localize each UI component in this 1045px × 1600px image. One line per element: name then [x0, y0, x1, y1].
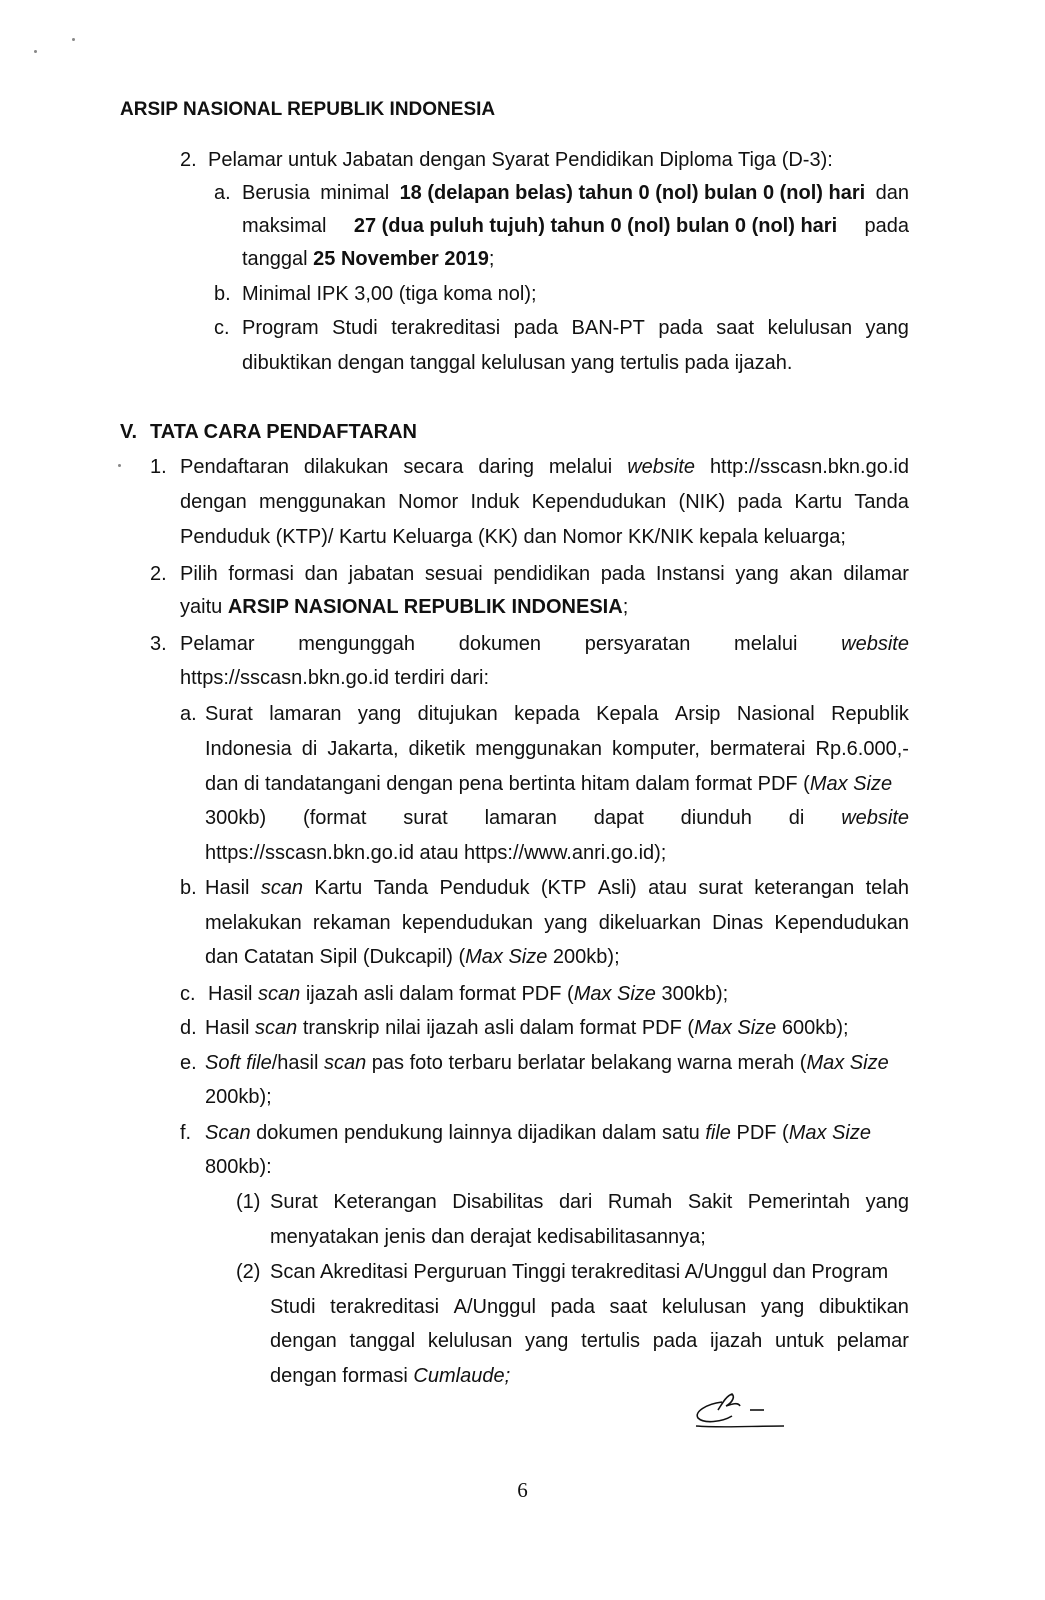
item-number: 3.	[150, 633, 167, 655]
text-line: Soft file/hasil scan pas foto terbaru berlatar belakang warna merah (Max Size	[205, 1052, 889, 1074]
text-line: https://sscasn.bkn.go.id terdiri dari:	[180, 667, 490, 689]
document-header: ARSIP NASIONAL REPUBLIK INDONESIA	[120, 99, 496, 120]
justified-line: Pilih formasi dan jabatan sesuai pendidikan pada Instansi yang akan dilamar	[180, 563, 909, 585]
justified-line: Hasil scan Kartu Tanda Penduduk (KTP Asli) atau surat keterangan telah	[205, 877, 909, 899]
text-line: 800kb):	[205, 1156, 272, 1178]
justified-line: dengan menggunakan Nomor Induk Kependudukan (NIK) pada Kartu Tanda	[180, 491, 909, 513]
section-heading: TATA CARA PENDAFTARAN	[150, 421, 418, 443]
justified-line: Indonesia di Jakarta, diketik menggunakan komputer, bermaterai Rp.6.000,-	[205, 738, 909, 760]
justified-line: Pendaftaran dilakukan secara daring melalui website http://sscasn.bkn.go.id	[180, 456, 909, 478]
text-line: Scan dokumen pendukung lainnya dijadikan dalam satu file PDF (Max Size	[205, 1122, 871, 1144]
text-line: dengan formasi Cumlaude;	[270, 1365, 511, 1387]
item-label: f.	[180, 1122, 192, 1144]
text-line: Hasil scan transkrip nilai ijazah asli dalam format PDF (Max Size 600kb);	[205, 1017, 849, 1039]
text-line: yaitu ARSIP NASIONAL REPUBLIK INDONESIA;	[180, 596, 629, 618]
item-label: d.	[180, 1017, 197, 1039]
justified-line: Berusia minimal 18 (delapan belas) tahun 0 (nol) bulan 0 (nol) hari dan	[242, 182, 909, 204]
item-label: e.	[180, 1052, 197, 1074]
item-label: c.	[214, 317, 230, 339]
section-title: Pelamar untuk Jabatan dengan Syarat Pendidikan Diploma Tiga (D-3):	[208, 149, 833, 171]
item-label: a.	[180, 703, 197, 725]
scan-speck	[34, 50, 37, 53]
text-line: Hasil scan ijazah asli dalam format PDF (Max Size 300kb);	[208, 983, 729, 1005]
text-line: dibuktikan dengan tanggal kelulusan yang tertulis pada ijazah.	[242, 352, 793, 374]
text-line: menyatakan jenis dan derajat kedisabilitasannya;	[270, 1226, 706, 1248]
text-line: https://sscasn.bkn.go.id atau https://www.anri.go.id);	[205, 842, 667, 864]
text-line: Scan Akreditasi Perguruan Tinggi terakreditasi A/Unggul dan Program	[270, 1261, 889, 1283]
sub-item-number: (2)	[236, 1261, 261, 1283]
sub-item-number: (1)	[236, 1191, 261, 1213]
item-label: b.	[214, 283, 231, 305]
text-line: 200kb);	[205, 1086, 272, 1108]
justified-line: Surat lamaran yang ditujukan kepada Kepala Arsip Nasional Republik	[205, 703, 909, 725]
justified-line: dengan tanggal kelulusan yang tertulis pada ijazah untuk pelamar	[270, 1330, 909, 1352]
justified-line: Studi terakreditasi A/Unggul pada saat kelulusan yang dibuktikan	[270, 1296, 909, 1318]
scan-speck	[72, 38, 75, 41]
item-number: 2.	[180, 149, 197, 171]
text-line: Minimal IPK 3,00 (tiga koma nol);	[242, 283, 537, 305]
item-label: c.	[180, 983, 196, 1005]
item-number: 1.	[150, 456, 167, 478]
justified-line: Surat Keterangan Disabilitas dari Rumah Sakit Pemerintah yang	[270, 1191, 909, 1213]
section-number: V.	[120, 421, 138, 443]
scan-speck	[118, 464, 121, 467]
justified-line: 300kb) (format surat lamaran dapat diunduh di website	[205, 807, 909, 829]
text-line: dan Catatan Sipil (Dukcapil) (Max Size 200kb);	[205, 946, 620, 968]
item-label: a.	[214, 182, 231, 204]
justified-line: maksimal 27 (dua puluh tujuh) tahun 0 (nol) bulan 0 (nol) hari pada	[242, 215, 909, 237]
item-label: b.	[180, 877, 197, 899]
text-line: dan di tandatangani dengan pena bertinta hitam dalam format PDF (Max Size	[205, 773, 893, 795]
text-line: tanggal 25 November 2019;	[242, 248, 495, 270]
justified-line: Program Studi terakreditasi pada BAN-PT pada saat kelulusan yang	[242, 317, 909, 339]
justified-line: Pelamar mengunggah dokumen persyaratan melalui website	[180, 633, 909, 655]
signature-initials	[692, 1380, 792, 1440]
page-number: 6	[517, 1478, 528, 1502]
item-number: 2.	[150, 563, 167, 585]
text-line: Penduduk (KTP)/ Kartu Keluarga (KK) dan Nomor KK/NIK kepala keluarga;	[180, 526, 846, 548]
justified-line: melakukan rekaman kependudukan yang dikeluarkan Dinas Kependudukan	[205, 912, 909, 934]
